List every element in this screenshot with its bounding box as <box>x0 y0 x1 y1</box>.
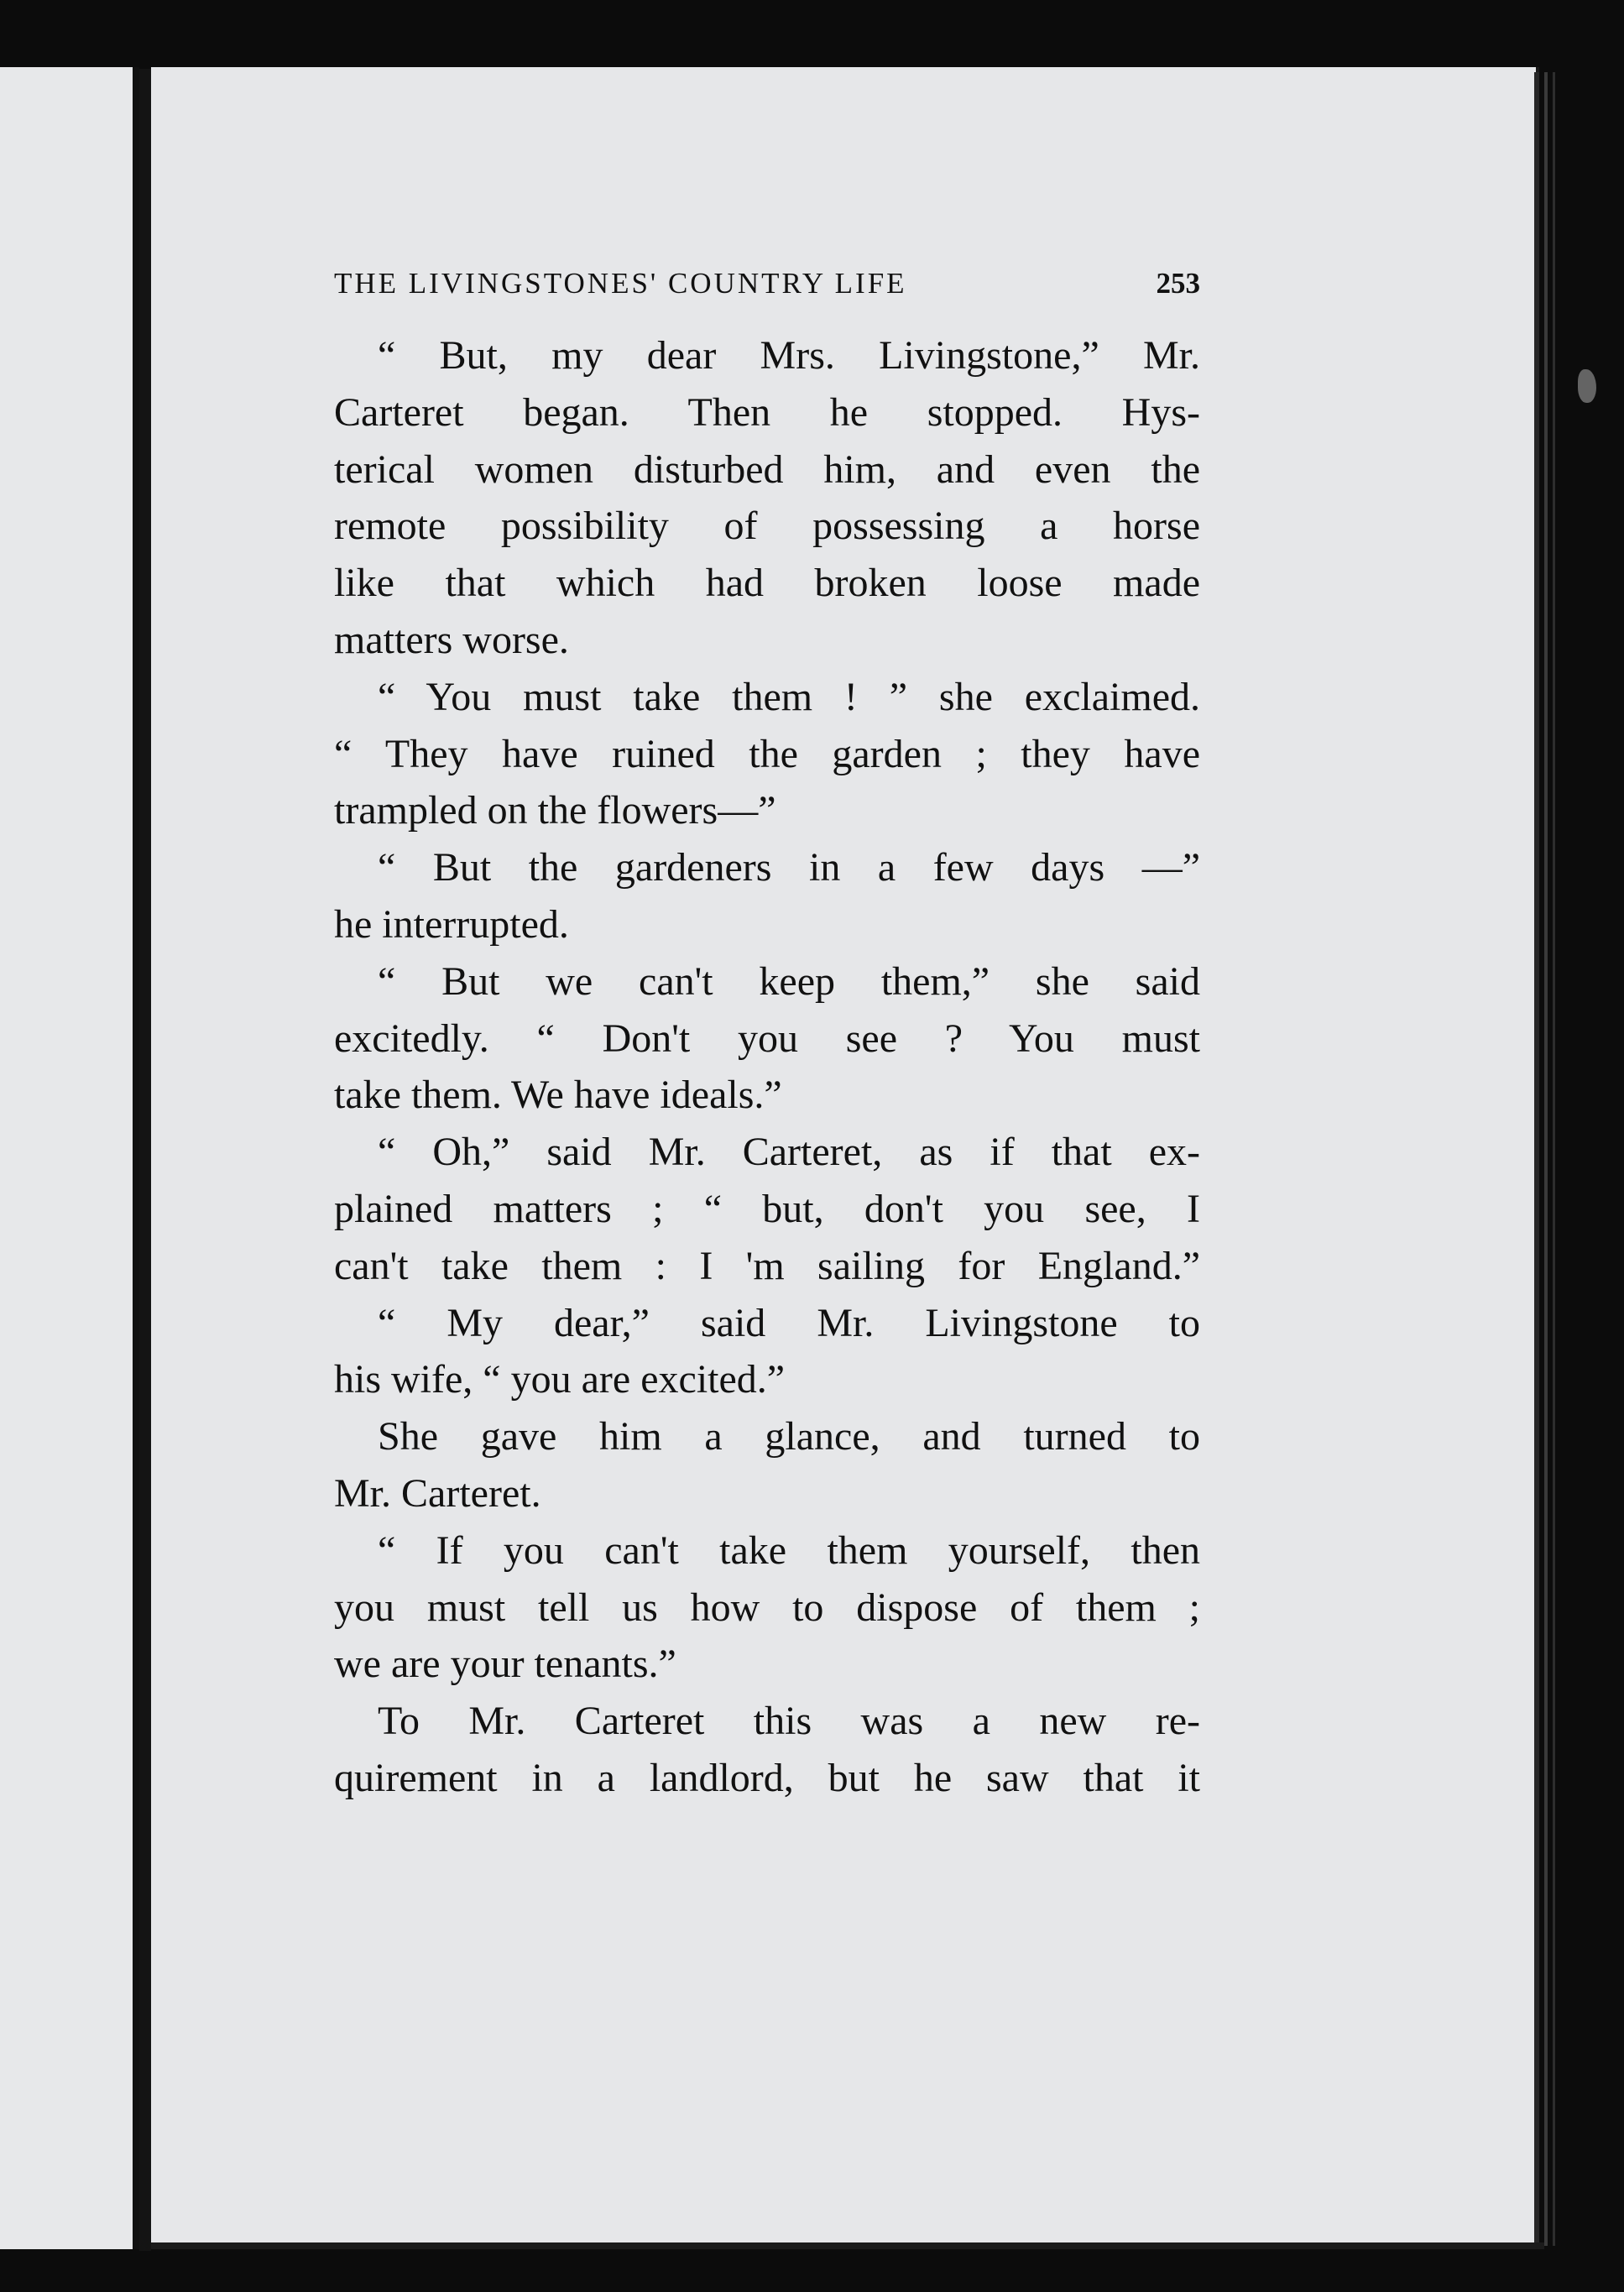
page-number: 253 <box>1156 267 1200 300</box>
page-edge <box>1553 72 1555 2246</box>
text-line: “ If you can't take them yourself, then <box>378 1527 1200 1573</box>
text-line: “ You must take them ! ” she exclaimed. <box>378 674 1200 719</box>
left-page-edge <box>0 67 139 2249</box>
text-line: can't take them : I 'm sailing for England.” <box>334 1243 1200 1288</box>
text-line: “ Oh,” said Mr. Carteret, as if that ex- <box>378 1130 1200 1175</box>
text-line: “ But, my dear Mrs. Livingstone,” Mr. <box>378 333 1200 378</box>
text-line: his wife, “ you are excited.” <box>334 1357 786 1402</box>
text-line: remote possibility of possessing a horse <box>334 504 1200 549</box>
book-gutter <box>139 69 151 2251</box>
text-line: excitedly. “ Don't you see ? You must <box>334 1015 1200 1061</box>
text-line: She gave him a glance, and turned to <box>378 1414 1200 1459</box>
running-head <box>334 267 1200 327</box>
text-line: matters worse. <box>334 617 569 662</box>
text-line: Carteret began. Then he stopped. Hys- <box>334 389 1200 435</box>
text-line: take them. We have ideals.” <box>334 1073 782 1118</box>
page-bottom-edge <box>151 2242 1544 2249</box>
text-line: “ But the gardeners in a few days —” <box>378 845 1200 890</box>
page-edge <box>1534 72 1539 2246</box>
text-line: terical women disturbed him, and even the <box>334 446 1200 492</box>
text-line: “ But we can't keep them,” she said <box>378 958 1200 1004</box>
page-edge <box>1544 72 1548 2246</box>
text-line: To Mr. Carteret this was a new re- <box>378 1699 1200 1744</box>
scan-speck <box>1578 369 1596 403</box>
text-line: plained matters ; “ but, don't you see, I <box>334 1186 1200 1231</box>
page-text <box>334 267 1200 1807</box>
text-line: we are your tenants.” <box>334 1642 676 1687</box>
text-line: he interrupted. <box>334 901 569 947</box>
text-line: Mr. Carteret. <box>334 1470 541 1516</box>
text-line: like that which had broken loose made <box>334 561 1200 606</box>
text-line: quirement in a landlord, but he saw that it <box>334 1755 1200 1800</box>
running-title: THE LIVINGSTONES' COUNTRY LIFE <box>334 267 907 300</box>
text-line: “ My dear,” said Mr. Livingstone to <box>378 1300 1200 1345</box>
text-line: you must tell us how to dispose of them ; <box>334 1585 1200 1630</box>
text-line: “ They have ruined the garden ; they have <box>334 731 1200 776</box>
text-line: trampled on the flowers—” <box>334 788 776 833</box>
